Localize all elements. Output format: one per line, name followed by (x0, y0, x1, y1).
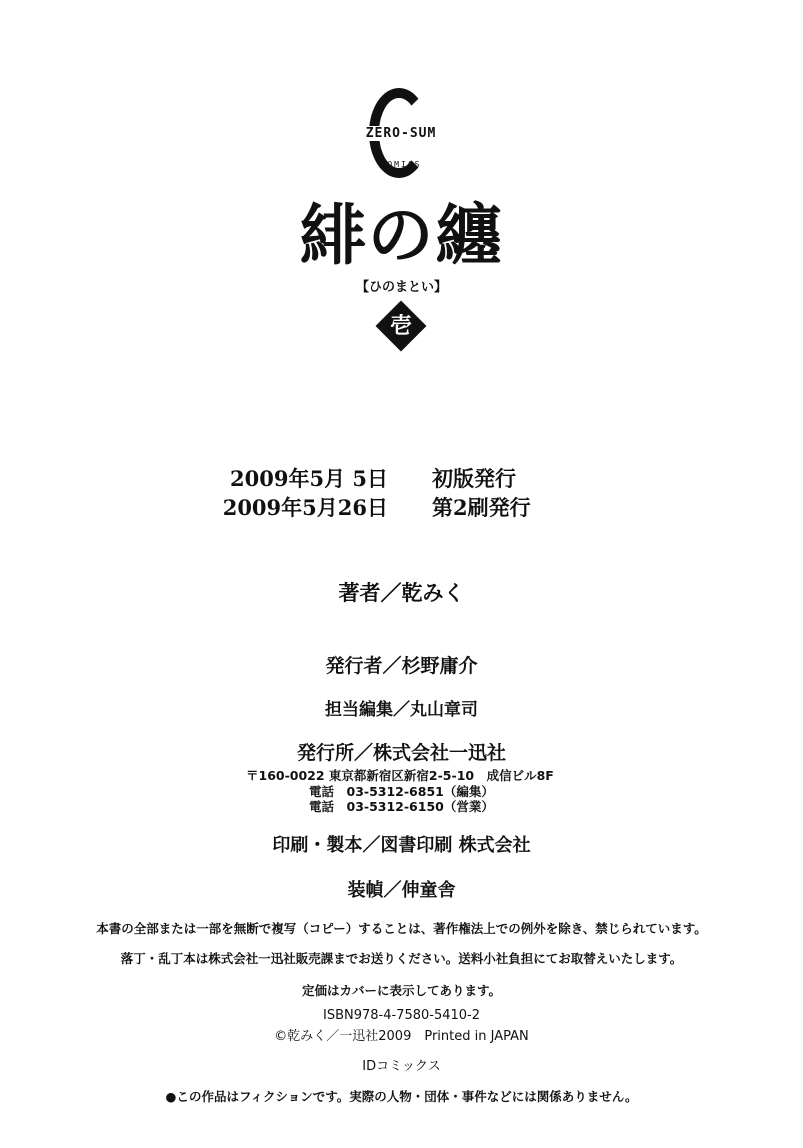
first-edition-date: 2009年5月 5日 (230, 466, 388, 491)
book-title: 緋の纏 (299, 196, 504, 274)
date-row-1 (0, 463, 803, 491)
phone-editorial: 電話 03-5312-6851（編集） (309, 784, 494, 799)
isbn: ISBN978-4-7580-5410-2 (322, 1008, 480, 1023)
printer-credit: 印刷・製本／図書印刷 株式会社 (272, 835, 531, 856)
publisher-credit: 発行所／株式会社一迅社 (296, 742, 506, 764)
copyright-notice: 本書の全部または一部を無断で複写（コピー）することは、著作権法上での例外を除き、禁じられています。 (96, 921, 707, 936)
first-edition-label: 初版発行 (432, 466, 516, 491)
phone-sales: 電話 03-5312-6150（営業） (309, 799, 494, 814)
fiction-notice: ●この作品はフィクションです。実際の人物・団体・事件などには関係ありません。 (165, 1089, 638, 1104)
price-notice: 定価はカバーに表示してあります。 (301, 983, 501, 998)
design-credit: 装幀／伸童舎 (347, 880, 456, 901)
volume-number: 壱 (389, 313, 412, 339)
publisher-address: 〒160-0022 東京都新宿区新宿2-5-10 成信ビル8F (246, 768, 554, 783)
editor-credit: 担当編集／丸山章司 (325, 700, 478, 720)
issuer-credit: 発行者／杉野庸介 (325, 655, 478, 677)
logo-top-text: ZERO-SUM (365, 126, 437, 141)
second-printing-date: 2009年5月26日 (222, 495, 388, 520)
publisher-logo (351, 88, 451, 180)
second-printing-label: 第2刷発行 (432, 495, 531, 520)
author-credit: 著者／乾みく (338, 581, 465, 605)
volume-badge (375, 300, 427, 352)
title-reading: 【ひのまとい】 (355, 280, 447, 295)
defects-notice: 落丁・乱丁本は株式会社一迅社販売課までお送りください。送料小社負担にてお取替えいたします。 (120, 951, 683, 966)
copyright-line: ©乾みく／一迅社2009 Printed in JAPAN (274, 1029, 529, 1044)
logo-bottom-text: COMICS (380, 160, 422, 169)
date-row-2 (0, 492, 803, 520)
imprint-label: IDコミックス (362, 1059, 441, 1074)
